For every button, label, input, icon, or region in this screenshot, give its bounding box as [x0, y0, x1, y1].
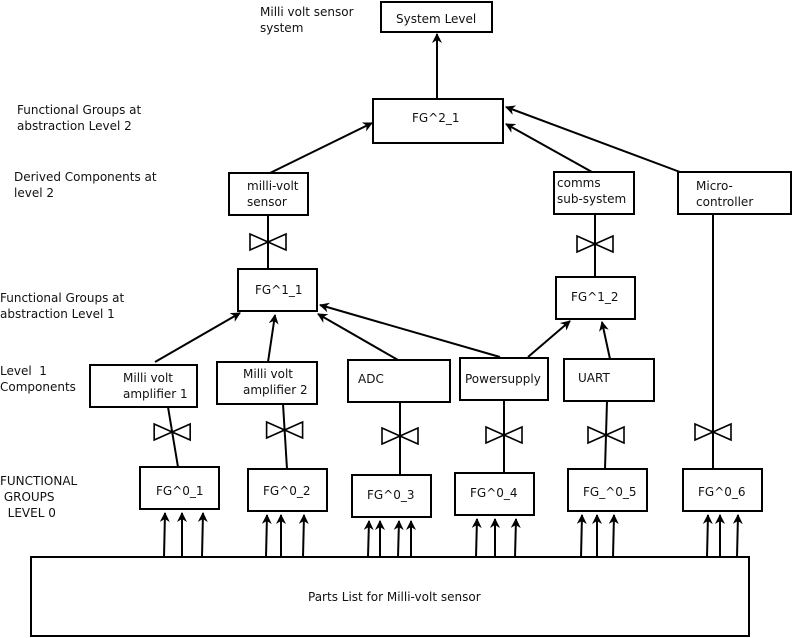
level-label-text: LEVEL 0: [0, 506, 56, 520]
node-label: milli-volt: [247, 179, 299, 193]
node-label: Milli volt: [243, 367, 293, 381]
connector-line: [168, 407, 178, 467]
node-mv-sensor: [229, 173, 308, 215]
arrow-connector: [602, 322, 610, 359]
node-adc: [348, 360, 450, 402]
parts-arrow: [515, 519, 516, 557]
parts-arrow: [164, 513, 165, 557]
parts-arrow: [476, 519, 477, 557]
level-label-derived-level2: [14, 170, 157, 200]
node-amp2: [217, 362, 317, 404]
node-label: ADC: [358, 372, 384, 386]
level-label-text: Functional Groups at: [0, 291, 125, 305]
node-label: FG^0_6: [698, 485, 746, 499]
node-label: Milli volt: [123, 371, 173, 385]
arrow-connector: [318, 314, 398, 360]
node-fg1-1: [238, 269, 317, 311]
node-label: controller: [696, 195, 754, 209]
arrow-connector: [270, 123, 372, 173]
level-label-text: Components: [0, 380, 76, 394]
parts-arrow: [202, 513, 203, 557]
node-label: amplifier 2: [243, 383, 308, 397]
node-label: amplifier 1: [123, 387, 188, 401]
node-label: FG^1_2: [571, 290, 619, 304]
parts-arrow: [737, 515, 738, 557]
parts-arrow: [707, 515, 708, 557]
level-label-text: abstraction Level 1: [0, 307, 115, 321]
level-label-text: Level 1: [0, 364, 47, 378]
node-label: Powersupply: [465, 372, 541, 386]
parts-arrow: [266, 515, 267, 557]
parts-arrow: [613, 515, 614, 557]
node-fg0-2: [248, 469, 327, 511]
node-label: Parts List for Milli-volt sensor: [308, 590, 481, 604]
node-label: FG^0_4: [470, 486, 518, 500]
node-fg0-1: [140, 467, 219, 509]
level-label-text: abstraction Level 2: [17, 119, 132, 133]
level-label-text: level 2: [14, 186, 54, 200]
parts-arrow: [398, 521, 399, 557]
node-label: FG^2_1: [412, 111, 460, 125]
arrow-connector: [528, 321, 570, 357]
level-label-fg-level2: [17, 103, 141, 133]
level-label-text: Milli volt sensor: [260, 5, 354, 19]
node-comms: [554, 172, 634, 214]
node-fg0-3: [352, 475, 431, 517]
node-label: FG^0_1: [156, 484, 204, 498]
level-label-text: FUNCTIONAL: [0, 474, 78, 488]
node-uart: [564, 359, 654, 401]
node-label: System Level: [396, 12, 477, 26]
level-label-fg-level0: [0, 474, 78, 520]
connector-line: [283, 404, 287, 469]
parts-arrow: [368, 521, 369, 557]
node-label: FG_^0_5: [583, 485, 637, 499]
node-fg2-1: [373, 99, 503, 143]
node-label: comms: [557, 176, 601, 190]
arrow-connector: [506, 124, 592, 172]
node-label: FG^0_2: [263, 484, 311, 498]
node-fg0-5: [568, 469, 647, 511]
node-fg1-2: [556, 277, 635, 319]
level-label-text: Functional Groups at: [17, 103, 142, 117]
node-system: [381, 2, 492, 32]
level-label-text: GROUPS: [0, 490, 55, 504]
level-label-system: [260, 5, 354, 35]
parts-arrow: [303, 515, 304, 557]
node-label: FG^1_1: [255, 283, 303, 297]
arrow-connector: [155, 313, 240, 362]
level-label-components-level1: [0, 364, 76, 394]
node-fg0-6: [683, 469, 762, 511]
node-fg0-4: [455, 473, 534, 515]
node-power: [460, 358, 548, 400]
level-label-text: system: [260, 21, 304, 35]
node-amp1: [90, 365, 197, 407]
level-label-fg-level1: [0, 291, 124, 321]
node-label: sensor: [247, 195, 287, 209]
node-label: FG^0_3: [367, 488, 415, 502]
node-label: sub-system: [557, 192, 627, 206]
node-micro: [678, 172, 791, 214]
arrow-connector: [268, 315, 275, 362]
node-label: UART: [578, 371, 610, 385]
node-parts: [31, 557, 749, 636]
parts-arrow: [581, 515, 582, 557]
level-label-text: Derived Components at: [14, 170, 157, 184]
node-label: Micro-: [696, 179, 733, 193]
